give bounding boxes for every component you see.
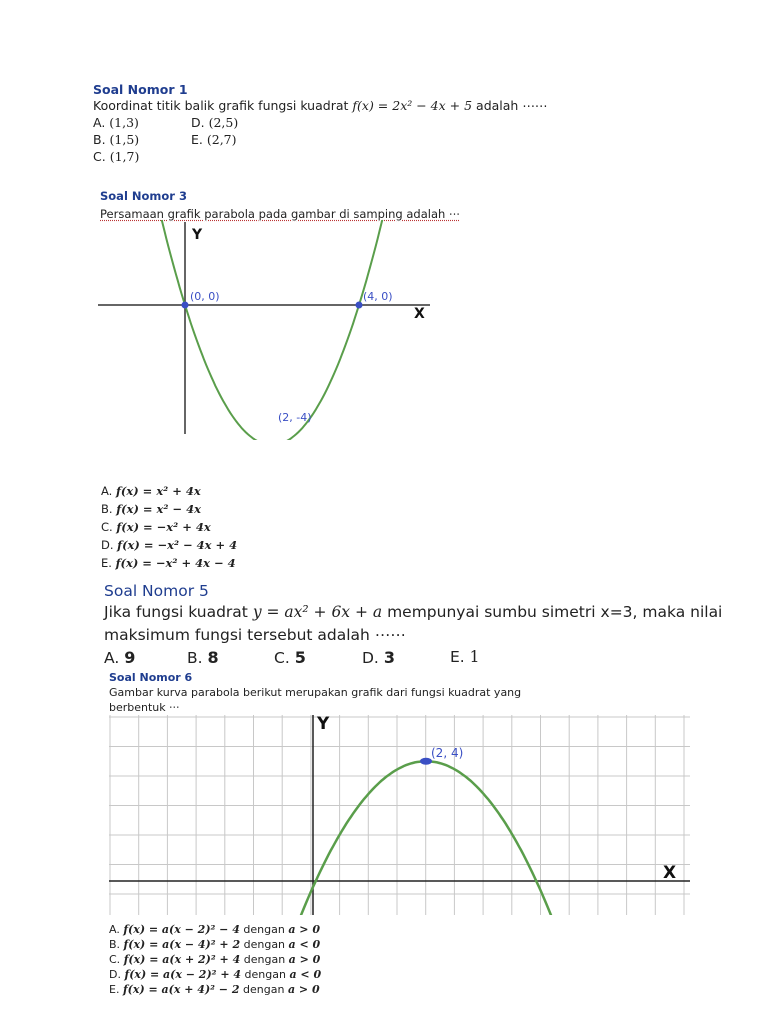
q1-text-pre: Koordinat titik balik grafik fungsi kuadrat — [93, 98, 349, 113]
q5-title: Soal Nomor 5 — [104, 582, 209, 600]
q6-grid — [109, 715, 690, 915]
option-formula: f(x) = a(x − 2)² + 4 — [124, 968, 242, 981]
q5-text-mid: mempunyai sumbu simetri — [387, 603, 596, 621]
option-letter: A. — [93, 115, 106, 130]
option-formula: f(x) = a(x + 4)² − 2 — [122, 983, 240, 996]
q5-text-pre: Jika fungsi kuadrat — [104, 603, 248, 621]
q6-question-line1: Gambar kurva parabola berikut merupakan grafik dari fungsi kuadrat yang — [109, 686, 522, 699]
option-value: (1,3) — [109, 115, 139, 130]
option-sign: a < 0 — [289, 968, 322, 981]
option-letter: D. — [191, 115, 205, 130]
q6-option-a — [109, 923, 320, 936]
option-letter: D. — [109, 968, 121, 981]
q6-y-axis-label: Y — [317, 715, 330, 734]
option-formula: f(x) = −x² + 4x — [116, 520, 211, 534]
q3-point-x-intercept-label: (4, 0) — [363, 290, 393, 303]
option-formula: f(x) = −x² − 4x + 4 — [117, 538, 238, 552]
option-condition: dengan — [243, 923, 285, 936]
option-sign: a > 0 — [287, 983, 320, 996]
option-sign: a < 0 — [288, 938, 321, 951]
option-letter: A. — [101, 484, 113, 498]
option-letter: A. — [109, 923, 120, 936]
q5-question-line2: maksimum fungsi tersebut adalah ⋯⋯ — [104, 626, 406, 644]
q5-option-e — [450, 648, 480, 666]
q6-vertex-label: (2, 4) — [431, 746, 464, 760]
option-value: (1,7) — [109, 149, 140, 164]
q1-formula: f(x) = 2x² − 4x + 5 — [352, 98, 473, 113]
q3-option-e — [101, 556, 236, 570]
option-sign: a > 0 — [288, 923, 320, 936]
q1-question — [93, 98, 547, 113]
q3-point-x-intercept — [356, 302, 363, 309]
q3-graph — [0, 220, 768, 440]
option-letter: C. — [274, 649, 290, 667]
q3-option-d — [101, 538, 237, 552]
option-letter: B. — [101, 502, 113, 516]
option-formula: f(x) = a(x + 2)² + 4 — [123, 953, 241, 966]
q5-symmetry: x=3 — [600, 603, 633, 621]
option-letter: C. — [93, 149, 106, 164]
q3-parabola-curve — [159, 220, 385, 440]
q5-option-b — [187, 648, 219, 667]
option-letter: E. — [109, 983, 120, 996]
q6-option-d — [109, 968, 321, 981]
option-value: 9 — [124, 648, 136, 667]
q5-option-c — [274, 648, 306, 667]
q6-option-c — [109, 953, 320, 966]
option-value: 8 — [207, 648, 219, 667]
option-condition: dengan — [243, 938, 286, 951]
option-condition: dengan — [244, 968, 286, 981]
option-letter: B. — [187, 649, 203, 667]
q3-question: Persamaan grafik parabola pada gambar di samping adalah ⋅⋅⋅ — [100, 207, 460, 221]
q5-text-post: , maka nilai — [632, 603, 723, 621]
q6-question-line2: berbentuk ⋅⋅⋅ — [109, 701, 180, 714]
q3-option-a — [101, 484, 201, 498]
option-formula: f(x) = −x² + 4x − 4 — [115, 556, 236, 570]
option-letter: D. — [362, 649, 379, 667]
q5-question-line1 — [104, 603, 722, 621]
option-value: 3 — [383, 648, 395, 667]
q5-option-d — [362, 648, 395, 667]
q6-option-b — [109, 938, 320, 951]
option-value: 1 — [469, 648, 480, 666]
q5-option-a — [104, 648, 135, 667]
option-letter: A. — [104, 649, 120, 667]
option-sign: a > 0 — [288, 953, 321, 966]
q1-text-post: adalah ⋯⋯ — [476, 98, 548, 113]
option-letter: D. — [101, 538, 114, 552]
q1-option-e — [191, 132, 237, 147]
q3-option-c — [101, 520, 211, 534]
option-letter: C. — [101, 520, 113, 534]
option-formula: f(x) = x² − 4x — [116, 502, 201, 516]
q3-point-vertex-label: (2, -4) — [278, 411, 312, 424]
q3-point-origin — [182, 302, 189, 309]
q3-y-axis-label: Y — [192, 227, 203, 243]
option-condition: dengan — [243, 983, 285, 996]
q6-option-e — [109, 983, 320, 996]
option-letter: E. — [191, 132, 203, 147]
q6-x-axis-label: X — [663, 863, 677, 883]
option-letter: B. — [109, 938, 121, 951]
q3-point-origin-label: (0, 0) — [190, 290, 220, 303]
q3-option-b — [101, 502, 201, 516]
option-formula: f(x) = x² + 4x — [115, 484, 201, 498]
q3-x-axis-label: X — [414, 306, 425, 322]
option-formula: f(x) = a(x − 2)² − 4 — [123, 923, 240, 936]
option-letter: E. — [450, 648, 465, 666]
option-letter: C. — [109, 953, 121, 966]
q1-option-b — [93, 132, 139, 147]
q3-title: Soal Nomor 3 — [100, 189, 187, 203]
q1-title: Soal Nomor 1 — [93, 82, 188, 97]
option-value: (2,7) — [206, 132, 237, 147]
option-formula: f(x) = a(x − 4)² + 2 — [123, 938, 241, 951]
option-value: 5 — [294, 648, 306, 667]
option-letter: B. — [93, 132, 106, 147]
option-value: (2,5) — [208, 115, 239, 130]
q5-formula: y = ax² + 6x + a — [252, 603, 383, 621]
option-condition: dengan — [243, 953, 286, 966]
q1-option-a — [93, 115, 139, 130]
q6-graph — [0, 715, 768, 915]
option-value: (1,5) — [109, 132, 140, 147]
q1-option-c — [93, 149, 139, 164]
q1-option-d — [191, 115, 238, 130]
option-letter: E. — [101, 556, 112, 570]
q6-title: Soal Nomor 6 — [109, 671, 193, 684]
